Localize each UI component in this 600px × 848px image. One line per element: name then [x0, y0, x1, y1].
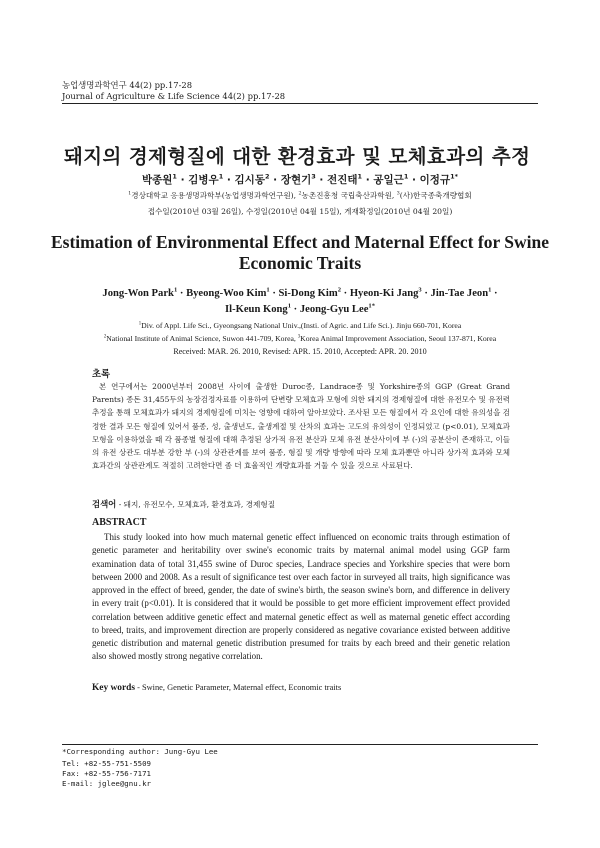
affiliations-korean: $^1$경상대학교 응용생명과학부(농업생명과학연구원), $^2$농촌진흥청 국립축산과학원, $^3$(사)한국종축개량협회	[128, 191, 472, 200]
author-name: 전진태	[327, 174, 358, 186]
author-list-korean: 박종원$^1$ · 김병우$^1$ · 김시동$^2$ · 장현기$^3$ · 전진태$^1$ · 공일근$^1$ · 이정규$^{1*}$	[141, 172, 459, 186]
author-list-english	[40, 286, 560, 318]
author-name: 김병우	[188, 174, 219, 186]
journal-name-korean: 농업생명과학연구 44(2) pp.17-28	[62, 80, 193, 90]
author-line: Il-Keun Kong$^1$ · Jeong-Gyu Lee$^{1*}$	[225, 302, 375, 315]
affiliations-english: $^1$Div. of Appl. Life Sci., Gyeongsang National Univ.,(Insti. of Agric. and Life Sci.). Jinju 660-701, Korea $^2$National Institute of Animal Science, Suwon 441-709, Korea, $^3$Korea Animal Improvement Association, Seoul 137-871, Korea	[103, 321, 497, 343]
author-name: 김시동	[234, 174, 265, 186]
keywords-text: - 돼지, 유전모수, 모체효과, 환경효과, 경제형질	[116, 500, 276, 509]
author-name: Byeong-Woo Kim	[186, 288, 267, 299]
abstract-body-korean: 본 연구에서는 2000년부터 2008년 사이에 출생한 Duroc종, Landrace종 및 Yorkshire종의 GGP (Great Grand Parents) 종돈 31,455두의 농장검정자료를 이용하여 단변량 모체효과 모형에 의한 돼지의 경제형질에 대한 유전모수 및 유전력 추정을 통해 모체효과가 돼지의 경제형질에 미치는 영향에 대하여 알아보았다. 조사된 모든 형질에서 각 요인에 대한 유의성을 검정한 결과 모든 형질에 있어서 품종, 성, 출생년도, 출생계절 및 산차의 효과는 고도의 유의성이 인정되었고 (p<0.01), 모체효과 모형을 이용하였을 때 각 품종별 형질에 대해 추정된 상가적 유전 분산과 모체 유전 분산사이에 부 (-)의 공분산이 존재하고, 이들의 유전 상관도 대부분 강한 부 (-)의 상관관계를 보여 품종, 형질 및 개량 방향에 따라 모체 효과뿐만 아니라 상가적 효과와 모체 효과간의 상관관계도 적절히 고려한다면 좀 더 효율적인 개량효과를 거둘 수 있을 것으로 사료된다.	[92, 382, 510, 471]
telephone: Tel: +82-55-751-5509	[62, 759, 151, 768]
abstract-heading-korean: 초록	[92, 369, 111, 380]
email[interactable]: E-mail: jglee@gnu.kr	[62, 779, 151, 788]
author-name: Hyeon-Ki Jang	[349, 288, 419, 299]
received-dates-korean: 접수일(2010년 03월 26일), 수정일(2010년 04월 15일), 게재확정일(2010년 04월 20일)	[147, 207, 453, 216]
title-line: Economic Traits	[238, 253, 362, 273]
header-rule	[62, 103, 538, 104]
footnote-rule	[62, 744, 538, 745]
received-dates-english: Received: MAR. 26. 2010, Revised: APR. 15. 2010, Accepted: APR. 20. 2010	[173, 347, 427, 356]
author-name: Il-Keun Kong	[225, 304, 288, 315]
author-name: 이정규	[419, 174, 451, 186]
keywords-label: Key words	[92, 683, 135, 693]
corresponding-author: *Corresponding author: Jung-Gyu Lee	[62, 747, 218, 756]
fax: Fax: +82-55-756-7171	[62, 769, 151, 778]
keywords-korean	[92, 498, 275, 510]
author-name: Jong-Won Park	[102, 288, 174, 299]
author-line: Jong-Won Park$^1$ · Byeong-Woo Kim$^1$ · Si-Dong Kim$^2$ · Hyeon-Ki Jang$^3$ · Jin-Tae Jeon$^1$ ·	[102, 286, 498, 299]
title-line: Estimation of Environmental Effect and Maternal Effect for Swine	[50, 232, 550, 252]
keywords-label: 검색어	[92, 499, 117, 509]
keywords-english	[92, 683, 341, 693]
author-name: 공일근	[373, 174, 404, 186]
abstract-heading-english: ABSTRACT	[92, 517, 147, 528]
paper-title-korean: 돼지의 경제형질에 대한 환경효과 및 모체효과의 추정	[64, 145, 531, 168]
author-name: Si-Dong Kim	[278, 288, 338, 299]
abstract-body-english: This study looked into how much maternal genetic effect influenced on economic traits through estimation of genetic parameter and heritability over swine's economic traits by maternal animal model using GGP farm examination data of total 31,455 swine of Duroc species, Landrace species and Yorkshire species that were born between 2000 and 2008. As a result of significance test over each factor in surveyed all traits, high significance was approved in the effect of breed, gender, the date of swine's birth, the season swine's born, and difference in delivery in every trait (p<0.01). It is considered that it would be possible to get more efficient improvement effect provided correlation between additive genetic effect and maternal genetic effect as well as maternal genetic effect according to breed, traits, and improvement direction are properly considered as negative covariance existed between additive genetic distribution and maternal genetic distribution presumed for traits by each breed and their genetic relation also showed mostly strong negative correlation.	[92, 532, 510, 662]
author-name: Jeong-Gyu Lee	[299, 304, 369, 315]
keywords-text: - Swine, Genetic Parameter, Maternal effect, Economic traits	[134, 683, 342, 692]
journal-name-english: Journal of Agriculture & Life Science 44(2) pp.17-28	[62, 91, 286, 101]
author-name: 장현기	[280, 174, 312, 186]
author-name: Jin-Tae Jeon	[430, 288, 489, 299]
paper-title-english	[40, 232, 560, 274]
author-name: 박종원	[141, 174, 173, 186]
